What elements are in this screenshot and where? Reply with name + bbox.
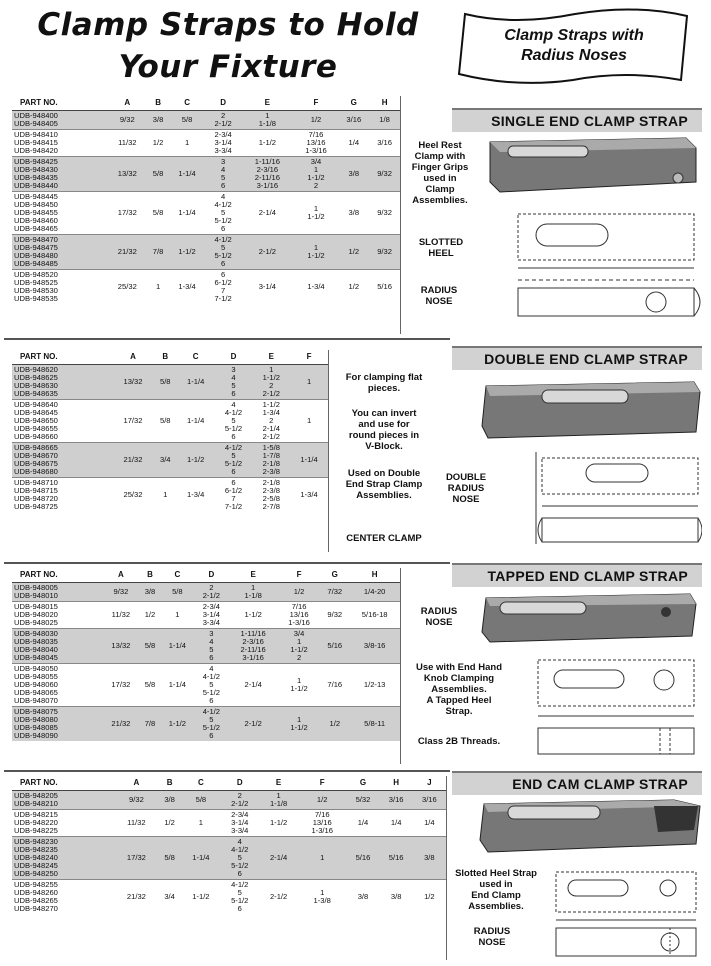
- dimension-cell: 7/16 13/16 1-3/16: [294, 130, 339, 157]
- part-number-cell: UDB-948215 UDB-948220 UDB-948225: [12, 810, 115, 837]
- dimension-cell: 1 1-3/8: [298, 880, 346, 915]
- dimension-cell: 5/8: [154, 400, 177, 443]
- dimension-cell: 9/32: [369, 157, 400, 192]
- dimension-cell: 1/4: [380, 810, 413, 837]
- end-cam-drawing: [548, 866, 702, 962]
- dimension-cell: 5/32: [346, 791, 379, 810]
- column-header: J: [413, 776, 446, 791]
- table-row: [12, 810, 446, 837]
- dimension-cell: 1: [147, 270, 169, 305]
- dimension-cell: 3/4 1 1-1/2 2: [278, 629, 320, 664]
- dimension-cell: 5/16: [320, 629, 349, 664]
- dimension-cell: 5/8: [140, 629, 161, 664]
- endcam-heading: END CAM CLAMP STRAP: [452, 771, 702, 795]
- dimension-cell: 3/8: [346, 880, 379, 915]
- dimension-cell: 1 1-1/2: [278, 707, 320, 742]
- dimension-cell: 17/32: [108, 192, 148, 235]
- column-header: PART NO.: [12, 96, 108, 111]
- tapped-end-drawing: [528, 654, 702, 760]
- dimension-cell: 1-1/4: [169, 157, 205, 192]
- dimension-cell: 2-1/2: [228, 707, 278, 742]
- dimension-cell: 3/16: [380, 791, 413, 810]
- dimension-cell: 1-1/2 1-3/4 2 2-1/4 2-1/2: [252, 400, 290, 443]
- dimension-cell: 2-3/4 3-1/4 3-3/4: [220, 810, 259, 837]
- double-end-strap-photo: [480, 376, 702, 448]
- column-header: F: [278, 568, 320, 583]
- table-row: [12, 478, 328, 513]
- dimension-cell: 2 2-1/2: [205, 111, 241, 130]
- dimension-cell: 1 1-1/8: [228, 583, 278, 602]
- dimension-cell: 3/4 1 1-1/2 2: [294, 157, 339, 192]
- dimension-cell: 2-1/2: [241, 235, 293, 270]
- page-title: [8, 4, 448, 88]
- end-cam-strap-photo: [478, 794, 702, 858]
- dimension-cell: 21/32: [115, 880, 158, 915]
- dimension-cell: 5/16: [369, 270, 400, 305]
- double-rule: [4, 338, 450, 340]
- dimension-cell: 5/8: [147, 192, 169, 235]
- banner-text: [455, 26, 693, 66]
- dimension-cell: 9/32: [369, 192, 400, 235]
- part-number-cell: UDB-948470 UDB-948475 UDB-948480 UDB-948485: [12, 235, 108, 270]
- tapped-heading: TAPPED END CLAMP STRAP: [452, 563, 702, 587]
- dimension-cell: 1-1/4: [181, 837, 220, 880]
- column-header: B: [140, 568, 161, 583]
- dimension-cell: 17/32: [112, 400, 154, 443]
- dimension-cell: 1/2: [278, 583, 320, 602]
- dimension-cell: 21/32: [112, 443, 154, 478]
- dimension-cell: 13/32: [112, 365, 154, 400]
- part-number-cell: UDB-948050 UDB-948055 UDB-948060 UDB-948065 UDB-948070: [12, 664, 102, 707]
- dimension-cell: 3/8: [413, 837, 446, 880]
- dimension-cell: 2-1/8 2-3/8 2-5/8 2-7/8: [252, 478, 290, 513]
- column-header: F: [298, 776, 346, 791]
- dimension-cell: 21/32: [102, 707, 139, 742]
- part-number-cell: UDB-948640 UDB-948645 UDB-948650 UDB-948655 UDB-948660: [12, 400, 112, 443]
- column-header: A: [108, 96, 148, 111]
- dimension-cell: 7/32: [320, 583, 349, 602]
- table-row: [12, 583, 400, 602]
- dimension-cell: 5/8: [160, 583, 194, 602]
- dimension-cell: 6 6-1/2 7 7-1/2: [215, 478, 253, 513]
- part-number-cell: UDB-948030 UDB-948035 UDB-948040 UDB-948045: [12, 629, 102, 664]
- dimension-cell: 1-3/4: [290, 478, 328, 513]
- table-row: [12, 443, 328, 478]
- dimension-cell: 1/4: [338, 130, 369, 157]
- dimension-cell: 1/2: [338, 235, 369, 270]
- dimension-cell: 3-1/4: [241, 270, 293, 305]
- clamping-flat-note: For clamping flat pieces.: [345, 372, 423, 394]
- dimension-cell: 3/4: [154, 443, 177, 478]
- dimension-cell: 2-1/4: [259, 837, 298, 880]
- dimension-cell: 1/2: [413, 880, 446, 915]
- dimension-cell: 3/8: [158, 791, 182, 810]
- dimension-cell: 1-1/4: [177, 400, 215, 443]
- tapped-spec-table: [12, 568, 400, 741]
- column-header: C: [177, 350, 215, 365]
- dimension-cell: 13/32: [108, 157, 148, 192]
- dimension-cell: 2-3/4 3-1/4 3-3/4: [194, 602, 228, 629]
- dimension-cell: 1-1/4: [160, 629, 194, 664]
- dimension-cell: 17/32: [102, 664, 139, 707]
- dimension-cell: 25/32: [112, 478, 154, 513]
- single-table-border: [400, 96, 401, 334]
- table-row: [12, 880, 446, 915]
- table-row: [12, 664, 400, 707]
- dimension-cell: 1-1/2: [177, 443, 215, 478]
- dimension-cell: 1/2: [338, 270, 369, 305]
- dimension-cell: 1: [298, 837, 346, 880]
- column-header: H: [380, 776, 413, 791]
- dimension-cell: 2-1/2: [259, 880, 298, 915]
- column-header: PART NO.: [12, 776, 115, 791]
- dimension-cell: 5/16: [346, 837, 379, 880]
- dimension-cell: 5/8-11: [349, 707, 400, 742]
- column-header: D: [215, 350, 253, 365]
- column-header: B: [147, 96, 169, 111]
- dimension-cell: 1: [169, 130, 205, 157]
- table-row: [12, 130, 400, 157]
- dimension-cell: 5/8: [140, 664, 161, 707]
- tapped-rule: [4, 562, 450, 564]
- dimension-cell: 4-1/2 5 5-1/2 6: [220, 880, 259, 915]
- dimension-cell: 1/4: [413, 810, 446, 837]
- endcam-rule: [4, 770, 450, 772]
- dimension-cell: 5/16-18: [349, 602, 400, 629]
- class-2b-note: Class 2B Threads.: [417, 736, 501, 747]
- dimension-cell: 3/8-16: [349, 629, 400, 664]
- dimension-cell: 1-1/4: [177, 365, 215, 400]
- column-header: PART NO.: [12, 350, 112, 365]
- dimension-cell: 1-1/2: [169, 235, 205, 270]
- dimension-cell: 11/32: [102, 602, 139, 629]
- double-heading: DOUBLE END CLAMP STRAP: [452, 346, 702, 370]
- tapped-end-strap-photo: [480, 592, 702, 646]
- column-header: B: [154, 350, 177, 365]
- heel-rest-note: Heel Rest Clamp with Finger Grips used in Clamp Assemblies.: [411, 140, 469, 206]
- endcam-radius-label: RADIUS NOSE: [473, 926, 511, 948]
- column-header: F: [294, 96, 339, 111]
- table-row: [12, 235, 400, 270]
- column-header: G: [338, 96, 369, 111]
- dimension-cell: 25/32: [108, 270, 148, 305]
- dimension-cell: 1/2-13: [349, 664, 400, 707]
- table-header-row: [12, 568, 400, 583]
- dimension-cell: 1-1/2: [160, 707, 194, 742]
- dimension-cell: 1 1-1/2 2 2-1/2: [252, 365, 290, 400]
- dimension-cell: 5/8: [147, 157, 169, 192]
- dimension-cell: 1 1-1/8: [259, 791, 298, 810]
- dimension-cell: 3/16: [369, 130, 400, 157]
- column-header: G: [346, 776, 379, 791]
- dimension-cell: 4 4-1/2 5 5-1/2 6: [194, 664, 228, 707]
- dimension-cell: 3/4: [158, 880, 182, 915]
- dimension-cell: 3/8: [338, 157, 369, 192]
- dimension-cell: 4-1/2 5 5-1/2 6: [215, 443, 253, 478]
- dimension-cell: 1: [160, 602, 194, 629]
- column-header: A: [115, 776, 158, 791]
- single-spec-table: [12, 96, 400, 304]
- part-number-cell: UDB-948075 UDB-948080 UDB-948085 UDB-948090: [12, 707, 102, 742]
- dimension-cell: 3/8: [380, 880, 413, 915]
- tapped-radius-label: RADIUS NOSE: [420, 606, 458, 628]
- page-title-line2: Your Fixture: [118, 49, 338, 85]
- part-number-cell: UDB-948230 UDB-948235 UDB-948240 UDB-948245 UDB-948250: [12, 837, 115, 880]
- dimension-cell: 1 1-1/2: [294, 192, 339, 235]
- dimension-cell: 7/8: [140, 707, 161, 742]
- column-header: E: [252, 350, 290, 365]
- slotted-heel-label: SLOTTED HEEL: [418, 237, 464, 259]
- column-header: A: [112, 350, 154, 365]
- dimension-cell: 1/2: [158, 810, 182, 837]
- dimension-cell: 5/8: [158, 837, 182, 880]
- banner-line1: Clamp Straps with: [504, 27, 644, 44]
- column-header: F: [290, 350, 328, 365]
- dimension-cell: 1-3/4: [177, 478, 215, 513]
- dimension-cell: 1-3/4: [169, 270, 205, 305]
- dimension-cell: 9/32: [102, 583, 139, 602]
- dimension-cell: 1-11/16 2-3/16 2-11/16 3-1/16: [228, 629, 278, 664]
- table-row: [12, 400, 328, 443]
- table-row: [12, 192, 400, 235]
- column-header: G: [320, 568, 349, 583]
- part-number-cell: UDB-948520 UDB-948525 UDB-948530 UDB-948535: [12, 270, 108, 305]
- dimension-cell: 1-1/2: [181, 880, 220, 915]
- dimension-cell: 9/32: [115, 791, 158, 810]
- dimension-cell: 11/32: [115, 810, 158, 837]
- table-row: [12, 365, 328, 400]
- dimension-cell: 1/2: [294, 111, 339, 130]
- slotted-heel-strap-note: Slotted Heel Strap used in End Clamp Assemblies.: [455, 868, 537, 912]
- dimension-cell: 7/8: [147, 235, 169, 270]
- dimension-cell: 3 4 5 6: [194, 629, 228, 664]
- part-number-cell: UDB-948005 UDB-948010: [12, 583, 102, 602]
- dimension-cell: 1 1-1/8: [241, 111, 293, 130]
- dimension-cell: 3/16: [413, 791, 446, 810]
- endcam-table-border: [446, 776, 447, 960]
- column-header: H: [349, 568, 400, 583]
- part-number-cell: UDB-948445 UDB-948450 UDB-948455 UDB-948460 UDB-948465: [12, 192, 108, 235]
- table-row: [12, 111, 400, 130]
- dimension-cell: 1 1-1/2: [278, 664, 320, 707]
- dimension-cell: 1/2: [140, 602, 161, 629]
- dimension-cell: 3 4 5 6: [205, 157, 241, 192]
- tapped-table-border: [400, 568, 401, 764]
- dimension-cell: 4 4-1/2 5 5-1/2 6: [215, 400, 253, 443]
- dimension-cell: 1/4: [346, 810, 379, 837]
- dimension-cell: 1/8: [369, 111, 400, 130]
- dimension-cell: 2 2-1/2: [220, 791, 259, 810]
- dimension-cell: 1-1/4: [160, 664, 194, 707]
- part-number-cell: UDB-948425 UDB-948430 UDB-948435 UDB-948440: [12, 157, 108, 192]
- dimension-cell: 2-1/4: [228, 664, 278, 707]
- page-title-line1: Clamp Straps to Hold: [37, 7, 419, 43]
- single-heading: SINGLE END CLAMP STRAP: [452, 108, 702, 132]
- dimension-cell: 5/8: [169, 111, 205, 130]
- part-number-cell: UDB-948400 UDB-948405: [12, 111, 108, 130]
- dimension-cell: 13/32: [102, 629, 139, 664]
- double-spec-table: [12, 350, 328, 512]
- dimension-cell: 9/32: [108, 111, 148, 130]
- dimension-cell: 3/16: [338, 111, 369, 130]
- dimension-cell: 9/32: [369, 235, 400, 270]
- invert-note: You can invert and use for round pieces in V-Block.: [348, 408, 420, 452]
- dimension-cell: 1 1-1/2: [294, 235, 339, 270]
- table-row: [12, 791, 446, 810]
- dimension-cell: 3/8: [147, 111, 169, 130]
- part-number-cell: UDB-948015 UDB-948020 UDB-948025: [12, 602, 102, 629]
- dimension-cell: 4 4-1/2 5 5-1/2 6: [220, 837, 259, 880]
- dimension-cell: 7/16 13/16 1-3/16: [278, 602, 320, 629]
- table-header-row: [12, 350, 328, 365]
- dimension-cell: 6 6-1/2 7 7-1/2: [205, 270, 241, 305]
- column-header: D: [205, 96, 241, 111]
- end-hand-knob-note: Use with End Hand Knob Clamping Assemblies. A Tapped Heel Strap.: [415, 662, 503, 717]
- part-number-cell: UDB-948410 UDB-948415 UDB-948420: [12, 130, 108, 157]
- double-table-border: [328, 350, 329, 552]
- endcam-spec-table: [12, 776, 446, 914]
- dimension-cell: 21/32: [108, 235, 148, 270]
- dimension-cell: 4-1/2 5 5-1/2 6: [205, 235, 241, 270]
- center-clamp-label: CENTER CLAMP: [346, 533, 422, 544]
- dimension-cell: 11/32: [108, 130, 148, 157]
- dimension-cell: 1: [154, 478, 177, 513]
- column-header: C: [181, 776, 220, 791]
- dimension-cell: 1/2: [320, 707, 349, 742]
- dimension-cell: 9/32: [320, 602, 349, 629]
- dimension-cell: 5/16: [380, 837, 413, 880]
- dimension-cell: 4 4-1/2 5 5-1/2 6: [205, 192, 241, 235]
- column-header: E: [241, 96, 293, 111]
- dimension-cell: 1: [181, 810, 220, 837]
- column-header: B: [158, 776, 182, 791]
- dimension-cell: 2 2-1/2: [194, 583, 228, 602]
- table-header-row: [12, 96, 400, 111]
- dimension-cell: 5/8: [154, 365, 177, 400]
- dimension-cell: 1-3/4: [294, 270, 339, 305]
- dimension-cell: 3/8: [338, 192, 369, 235]
- dimension-cell: 3/8: [140, 583, 161, 602]
- dimension-cell: 1-1/4: [290, 443, 328, 478]
- dimension-cell: 1-1/2: [241, 130, 293, 157]
- column-header: C: [169, 96, 205, 111]
- column-header: D: [194, 568, 228, 583]
- part-number-cell: UDB-948620 UDB-948625 UDB-948630 UDB-948635: [12, 365, 112, 400]
- dimension-cell: 2-3/4 3-1/4 3-3/4: [205, 130, 241, 157]
- dimension-cell: 1-11/16 2-3/16 2-11/16 3-1/16: [241, 157, 293, 192]
- column-header: C: [160, 568, 194, 583]
- column-header: A: [102, 568, 139, 583]
- double-radius-label: DOUBLE RADIUS NOSE: [445, 472, 487, 505]
- table-row: [12, 707, 400, 742]
- single-end-drawing: [506, 208, 702, 328]
- dimension-cell: 1-1/2: [259, 810, 298, 837]
- table-row: [12, 157, 400, 192]
- dimension-cell: 2-1/4: [241, 192, 293, 235]
- column-header: E: [259, 776, 298, 791]
- double-end-drawing: [528, 448, 702, 554]
- table-row: [12, 270, 400, 305]
- dimension-cell: 1/4-20: [349, 583, 400, 602]
- column-header: E: [228, 568, 278, 583]
- dimension-cell: 4-1/2 5 5-1/2 6: [194, 707, 228, 742]
- double-used-note: Used on Double End Strap Clamp Assemblies.: [345, 468, 423, 501]
- dimension-cell: 7/16: [320, 664, 349, 707]
- dimension-cell: 17/32: [115, 837, 158, 880]
- dimension-cell: 5/8: [181, 791, 220, 810]
- column-header: H: [369, 96, 400, 111]
- part-number-cell: UDB-948665 UDB-948670 UDB-948675 UDB-948680: [12, 443, 112, 478]
- radius-nose-label: RADIUS NOSE: [420, 285, 458, 307]
- table-row: [12, 629, 400, 664]
- column-header: PART NO.: [12, 568, 102, 583]
- dimension-cell: 7/16 13/16 1-3/16: [298, 810, 346, 837]
- dimension-cell: 1/2: [147, 130, 169, 157]
- column-header: D: [220, 776, 259, 791]
- dimension-cell: 1: [290, 400, 328, 443]
- banner-line2: Radius Noses: [521, 47, 627, 64]
- table-header-row: [12, 776, 446, 791]
- part-number-cell: UDB-948710 UDB-948715 UDB-948720 UDB-948725: [12, 478, 112, 513]
- dimension-cell: 1/2: [298, 791, 346, 810]
- dimension-cell: 1: [290, 365, 328, 400]
- table-row: [12, 837, 446, 880]
- dimension-cell: 3 4 5 6: [215, 365, 253, 400]
- table-row: [12, 602, 400, 629]
- part-number-cell: UDB-948205 UDB-948210: [12, 791, 115, 810]
- single-end-strap-photo: [486, 134, 700, 200]
- part-number-cell: UDB-948255 UDB-948260 UDB-948265 UDB-948270: [12, 880, 115, 915]
- dimension-cell: 1-5/8 1-7/8 2-1/8 2-3/8: [252, 443, 290, 478]
- dimension-cell: 1-1/4: [169, 192, 205, 235]
- dimension-cell: 1-1/2: [228, 602, 278, 629]
